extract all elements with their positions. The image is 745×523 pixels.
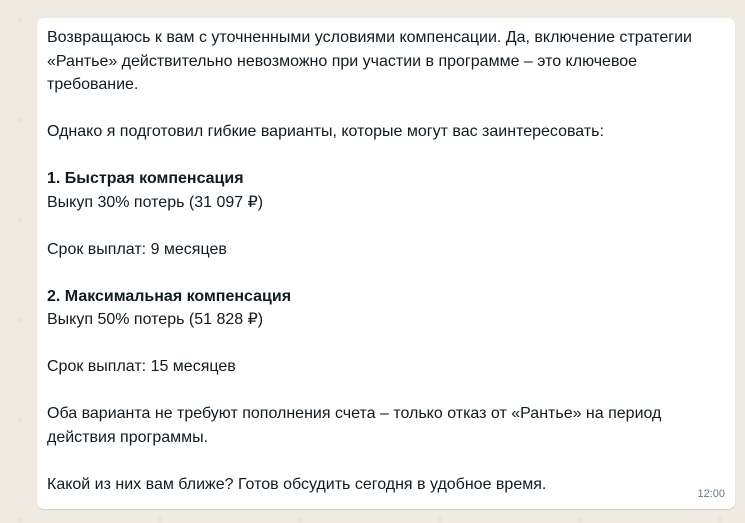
question-paragraph: Какой из них вам ближе? Готов обсудить сегодня в удобное время.: [47, 475, 547, 493]
note-paragraph: Оба варианта не требуют пополнения счета – только отказ от «Рантье» на период действия программы.: [47, 405, 662, 446]
option-2-term: Срок выплат: 15 месяцев: [47, 358, 236, 375]
option-1-buyback: Выкуп 30% потерь (31 097 ₽): [47, 193, 264, 211]
paragraph-spacer: [47, 449, 722, 473]
paragraph-spacer: [47, 332, 722, 356]
message-bubble[interactable]: [37, 18, 735, 509]
option-2-title: 2. Максимальная компенсация: [47, 287, 292, 305]
paragraph-spacer: [47, 379, 722, 403]
paragraph-spacer: [47, 144, 722, 168]
message-text: [47, 26, 722, 496]
paragraph-spacer: [47, 261, 722, 285]
paragraph-spacer: [47, 214, 722, 238]
options-intro: Однако я подготовил гибкие варианты, которые могут вас заинтересовать:: [47, 123, 604, 140]
intro-paragraph: Возвращаюсь к вам с уточненными условиями компенсации. Да, включение стратегии «Рантье» действительно невозможно при участии в программе – это ключевое требование.: [47, 29, 692, 93]
option-2-buyback: Выкуп 50% потерь (51 828 ₽): [47, 311, 264, 328]
option-1-term: Срок выплат: 9 месяцев: [47, 240, 227, 258]
paragraph-spacer: [47, 97, 722, 121]
option-1-title: 1. Быстрая компенсация: [47, 170, 244, 187]
message-timestamp: 12:00: [697, 488, 725, 500]
